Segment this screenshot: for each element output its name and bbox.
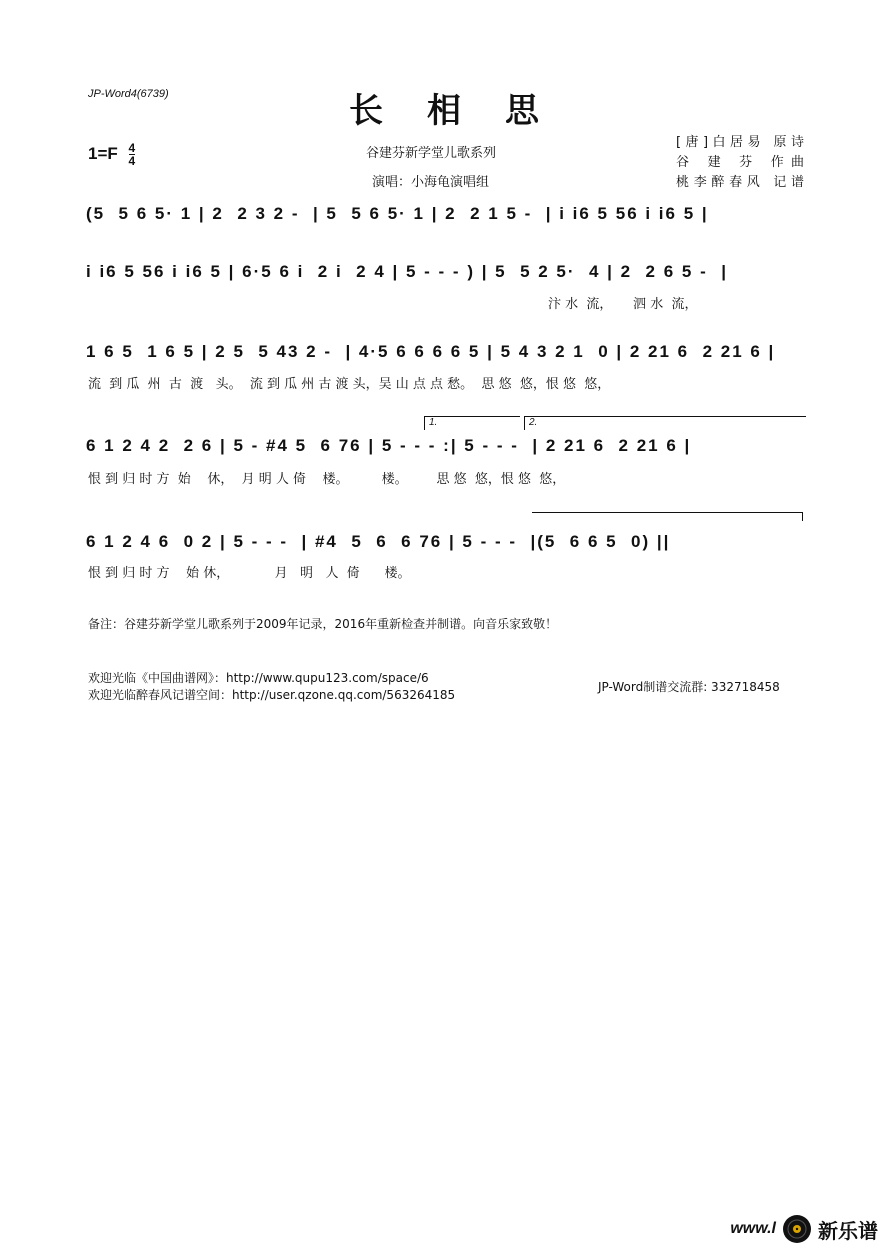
credits bbox=[676, 133, 804, 193]
program-label: JP-Word4(6739) bbox=[88, 88, 169, 100]
watermark-logo bbox=[730, 1214, 878, 1244]
score-line-3: 1 6 5 1 6 5 | 2 5 5 43 2 - | 4·5 6 6 6 6 5 | 5 4 3 2 1 0 | 2 21 6 2 21 6 | bbox=[86, 342, 776, 361]
score-line-1: (5 5 6 5· 1 | 2 2 3 2 - | 5 5 6 5· 1 | 2 2 1 5 - | i i6 5 56 i i6 5 | bbox=[86, 204, 709, 223]
footer-link-2[interactable]: 欢迎光临醉春风记谱空间：http://user.qzone.qq.com/563264185 bbox=[88, 688, 456, 702]
key-label: 1=F bbox=[88, 143, 118, 163]
key-signature bbox=[88, 142, 135, 167]
footer-group: JP-Word制谱交流群: 332718458 bbox=[598, 680, 780, 694]
singer-label: 演唱：小海龟演唱组 bbox=[372, 175, 490, 190]
footer-link-1[interactable]: 欢迎光临《中国曲谱网》：http://www.qupu123.com/space/6 bbox=[88, 671, 429, 685]
lyric-line-5: 恨 到 归 时 方 始 休， 月 明 人 倚 楼。 bbox=[88, 566, 411, 581]
song-title: 长相思 bbox=[349, 91, 583, 131]
series-label: 谷建芬新学堂儿歌系列 bbox=[366, 146, 497, 161]
lyric-line-3: 流 到 瓜 州 古 渡 头。 流 到 瓜 州 古 渡 头，吴 山 点 点 愁。 思 悠 悠，恨 悠 悠， bbox=[88, 377, 611, 392]
credit-music: 谷 建 芬 作曲 bbox=[676, 155, 804, 170]
credit-poem: [唐]白居易 原诗 bbox=[676, 135, 804, 150]
watermark-url: www.l bbox=[730, 1220, 776, 1237]
lyric-line-4: 恨 到 归 时 方 始 休， 月 明 人 倚 楼。 楼。 思 悠 悠，恨 悠 悠， bbox=[88, 472, 566, 487]
first-ending-bracket: 1. bbox=[424, 416, 520, 430]
record-icon bbox=[782, 1214, 812, 1244]
watermark-brand: 新乐谱 bbox=[818, 1218, 878, 1243]
repeat-bracket bbox=[532, 512, 803, 521]
score-line-2: i i6 5 56 i i6 5 | 6·5 6 i 2 i 2 4 | 5 - - - ) | 5 5 2 5· 4 | 2 2 6 5 - | bbox=[86, 262, 728, 281]
time-bottom: 4 bbox=[128, 154, 136, 168]
time-signature bbox=[129, 142, 136, 167]
remark-note: 备注：谷建芬新学堂儿歌系列于2009年记录，2016年重新检查并制谱。向音乐家致敬！ bbox=[88, 617, 558, 631]
lyric-line-2: 汴 水 流， 泗 水 流， bbox=[548, 297, 698, 312]
score-line-5: 6 1 2 4 6 0 2 | 5 - - - | #4 5 6 6 76 | 5 - - - |(5 6 6 5 0) || bbox=[86, 532, 671, 551]
score-line-4: 6 1 2 4 2 2 6 | 5 - #4 5 6 76 | 5 - - - :| 5 - - - | 2 21 6 2 21 6 | bbox=[86, 436, 692, 455]
second-ending-bracket: 2. bbox=[524, 416, 806, 430]
credit-notation: 桃李醉春风 记谱 bbox=[676, 175, 804, 190]
time-top: 4 bbox=[128, 141, 136, 155]
